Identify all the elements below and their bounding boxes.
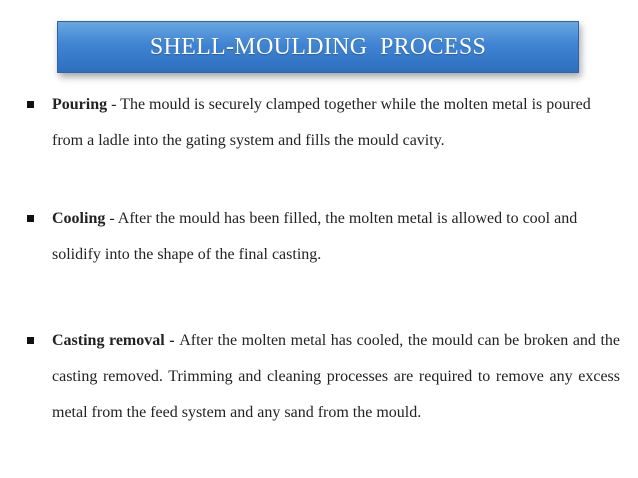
bullet-content [52, 323, 620, 431]
bullet-content [52, 201, 620, 273]
bullet-content [52, 87, 620, 159]
bullet-separator: - [164, 332, 180, 349]
bullet-term: Pouring [52, 96, 108, 113]
square-bullet-icon [27, 101, 34, 108]
bullet-text: The mould is securely clamped together while the molten metal is poured from a ladle into the gating system and fills the mould cavity. [52, 96, 591, 149]
bullet-term: Casting removal [52, 332, 165, 349]
bullet-text: After the molten metal has cooled, the mould can be broken and the casting removed. Trimming and cleaning processes are required to remove any excess metal from the feed system and any sand from the mould. [52, 332, 621, 421]
bullet-text: After the mould has been filled, the molten metal is allowed to cool and solidify into the shape of the final casting. [52, 210, 578, 263]
square-bullet-icon [27, 337, 34, 344]
slide-title: SHELL-MOULDING PROCESS [149, 33, 487, 60]
bullet-separator: - [105, 210, 118, 227]
title-banner [57, 21, 579, 73]
bullet-term: Cooling [52, 210, 106, 227]
bullet-separator: - [107, 96, 121, 113]
bullet-casting-removal [25, 323, 620, 431]
bullet-cooling [25, 201, 620, 273]
bullet-pouring [25, 87, 620, 159]
square-bullet-icon [27, 215, 34, 222]
